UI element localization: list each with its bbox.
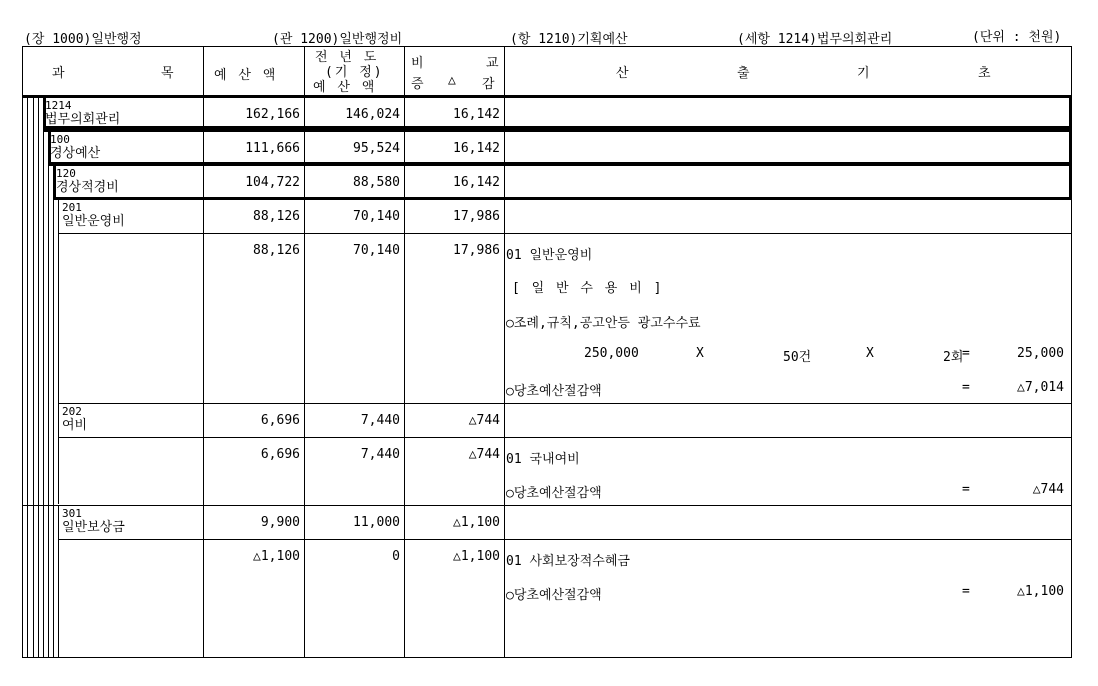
row-name: 여비	[62, 418, 88, 433]
row-code: 301	[62, 507, 82, 520]
row-prev: 0	[392, 549, 400, 564]
col-prev-1: 전 년 도	[315, 50, 379, 65]
col-budget: 예 산 액	[214, 68, 278, 83]
row-budget: 104,722	[245, 175, 300, 190]
col-cmp-2a: 증	[411, 77, 424, 92]
row-rule	[53, 197, 1072, 200]
row-code: 1214	[45, 99, 72, 112]
row-code: 201	[62, 201, 82, 214]
col-gwamok-a: 과	[52, 66, 65, 81]
row-prev: 7,440	[360, 447, 400, 462]
tree-line	[33, 97, 34, 658]
row-budget: 111,666	[245, 141, 300, 156]
row-name: 법무의회관리	[45, 112, 121, 127]
unit-label: (단위 : 천원)	[972, 30, 1062, 45]
tree-line	[53, 165, 54, 658]
saving-equals: =	[962, 380, 970, 395]
col-gwamok-b: 목	[161, 66, 174, 81]
saving-value: △1,100	[1017, 584, 1064, 599]
tree-line	[48, 131, 49, 658]
row-budget: 9,900	[260, 515, 300, 530]
col-cmp-2c: 감	[482, 77, 495, 92]
row-name: 경상예산	[50, 146, 101, 161]
row-diff: 16,142	[453, 107, 500, 122]
row-budget: △1,100	[253, 549, 300, 564]
detail-item: ○조례,규칙,공고안등 광고수수료	[506, 316, 701, 331]
saving-value: △7,014	[1017, 380, 1064, 395]
col-prev-3: 예 산 액	[313, 80, 377, 95]
row-name: 일반운영비	[62, 214, 125, 229]
detail-title: 01 일반운영비	[506, 248, 593, 263]
row-diff: △744	[468, 413, 500, 428]
row-budget: 88,126	[253, 243, 300, 258]
row-budget: 6,696	[260, 447, 300, 462]
row-budget: 162,166	[245, 107, 300, 122]
row-rule	[58, 403, 1072, 404]
row-diff: △1,100	[453, 549, 500, 564]
row-diff: △1,100	[453, 515, 500, 530]
row-prev: 70,140	[353, 243, 400, 258]
row-rule	[58, 539, 1072, 540]
row-prev: 7,440	[360, 413, 400, 428]
row-rule	[22, 505, 1072, 506]
row-budget: 88,126	[253, 209, 300, 224]
hang-label: (항 1210)기획예산	[510, 32, 628, 47]
row-name: 일반보상금	[62, 520, 125, 535]
row-code: 120	[56, 167, 76, 180]
saving-value: △744	[1032, 482, 1064, 497]
saving-equals: =	[962, 482, 970, 497]
col-cmp-1a: 비	[411, 56, 424, 71]
row-prev: 146,024	[345, 107, 400, 122]
detail-title: 01 사회보장적수혜금	[506, 554, 630, 569]
calc-rounds: 2회	[943, 350, 964, 365]
row-diff: 16,142	[453, 141, 500, 156]
row-budget: 6,696	[260, 413, 300, 428]
sehang-label: (세항 1214)법무의회관리	[737, 32, 893, 47]
col-cmp-1b: 교	[486, 56, 499, 71]
col-basis-3: 기	[857, 66, 870, 81]
calc-times: X	[866, 346, 874, 361]
row-diff: 17,986	[453, 209, 500, 224]
gwan-label: (관 1200)일반행정비	[272, 32, 403, 47]
row-prev: 95,524	[353, 141, 400, 156]
row-code: 100	[50, 133, 70, 146]
row-box-120	[53, 165, 1072, 200]
calc-count: 50건	[783, 350, 812, 365]
row-rule	[58, 437, 1072, 438]
row-diff: 16,142	[453, 175, 500, 190]
detail-saving: ○당초예산절감액	[506, 588, 602, 603]
tree-line	[27, 97, 28, 658]
detail-saving: ○당초예산절감액	[506, 486, 602, 501]
row-box-100	[48, 131, 1072, 165]
col-prev-2: (기 정)	[325, 65, 384, 80]
row-rule	[58, 233, 1072, 234]
detail-subtitle: [ 일 반 수 용 비 ]	[512, 281, 664, 296]
calc-unit-price: 250,000	[584, 346, 639, 361]
calc-times: X	[696, 346, 704, 361]
row-prev: 11,000	[353, 515, 400, 530]
row-prev: 70,140	[353, 209, 400, 224]
saving-equals: =	[962, 584, 970, 599]
tree-line	[43, 97, 44, 658]
col-cmp-2b: △	[448, 73, 456, 88]
tree-line	[58, 199, 59, 504]
row-box-1214	[43, 97, 1072, 129]
col-basis-1: 산	[616, 66, 629, 81]
row-name: 경상적경비	[56, 180, 119, 195]
calc-result: 25,000	[1017, 346, 1064, 361]
col-basis-2: 출	[737, 66, 750, 81]
detail-title: 01 국내여비	[506, 452, 580, 467]
tree-line	[38, 97, 39, 658]
row-code: 202	[62, 405, 82, 418]
col-basis-4: 초	[978, 66, 991, 81]
row-prev: 88,580	[353, 175, 400, 190]
detail-saving: ○당초예산절감액	[506, 384, 602, 399]
calc-equals: =	[962, 346, 970, 361]
jang-label: (장 1000)일반행정	[24, 32, 142, 47]
row-diff: △744	[468, 447, 500, 462]
row-diff: 17,986	[453, 243, 500, 258]
tree-line	[58, 505, 59, 658]
